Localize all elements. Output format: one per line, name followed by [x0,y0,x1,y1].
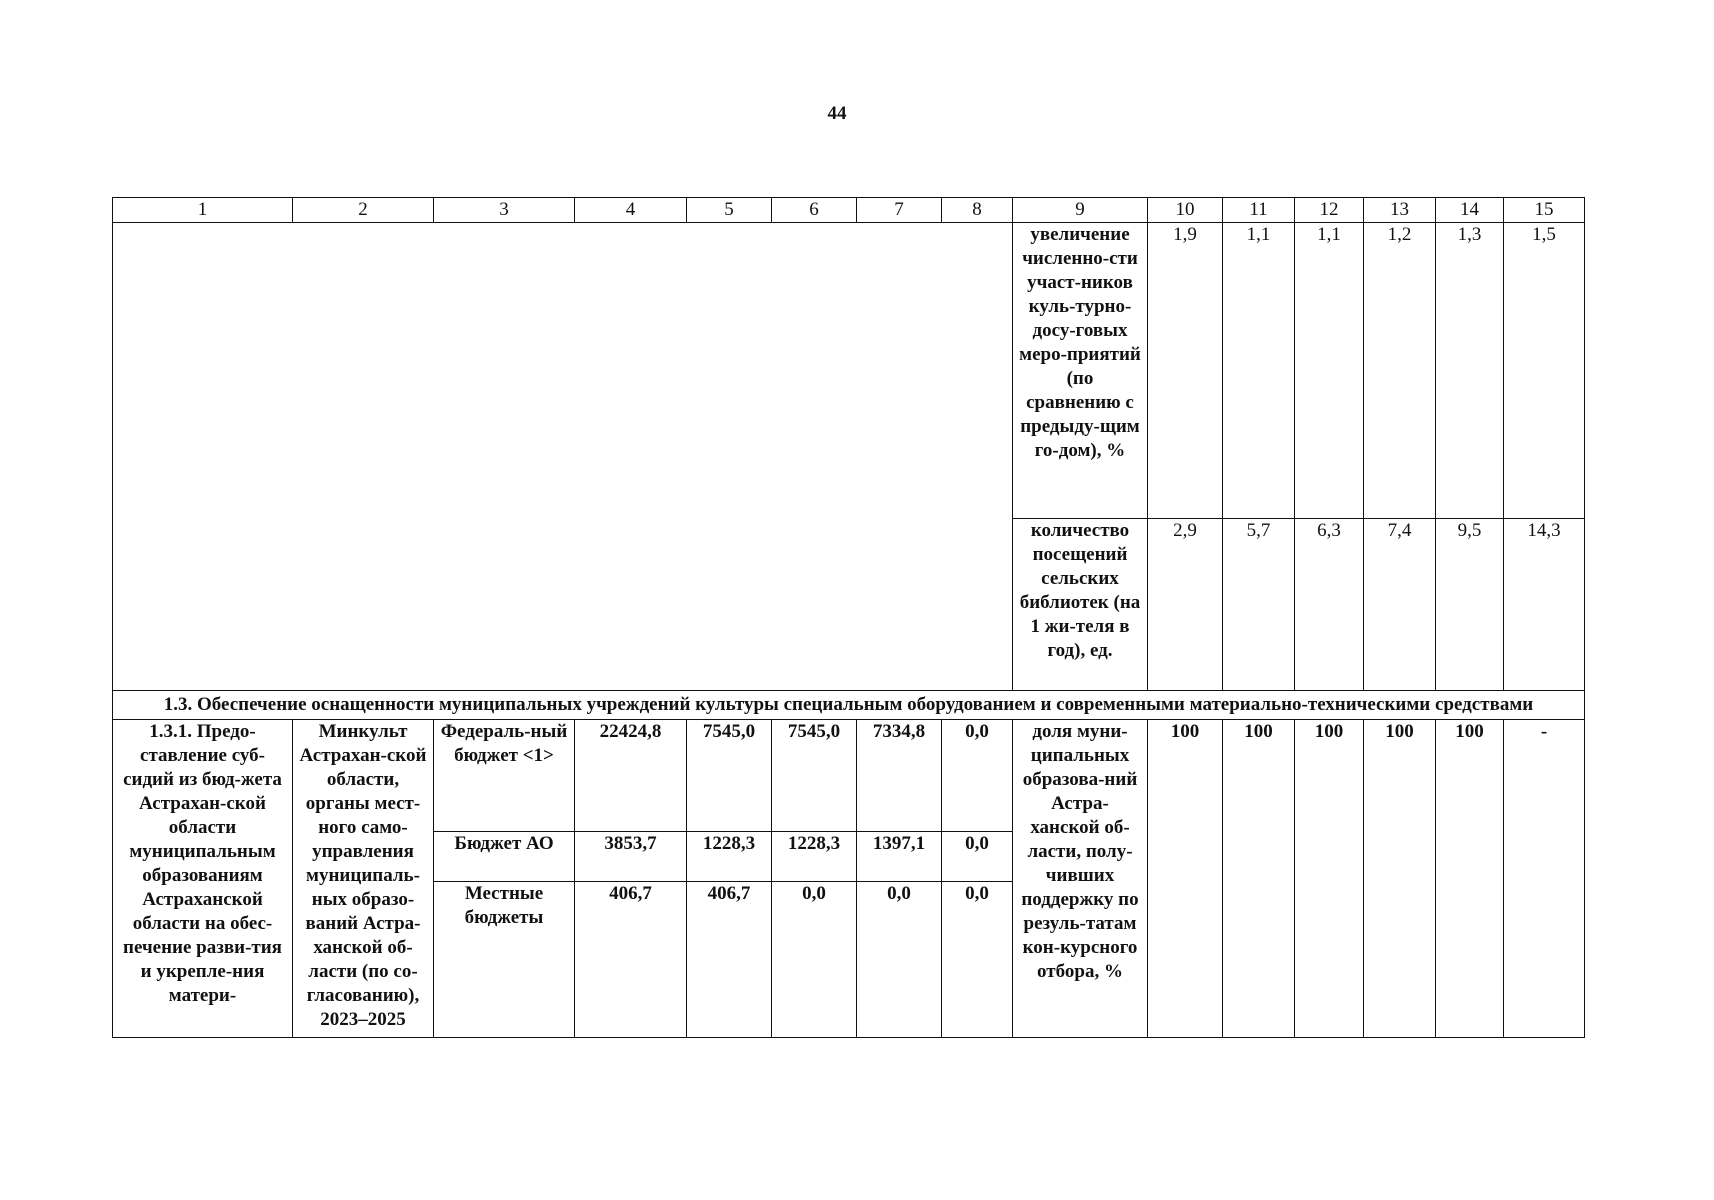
col-header-3: 3 [434,198,575,223]
value-cell: 1,1 [1223,223,1295,519]
value-cell: 14,3 [1504,519,1585,691]
col-header-12: 12 [1295,198,1364,223]
col-header-14: 14 [1436,198,1504,223]
funding-value-cell: 3853,7 [575,832,687,882]
funding-value-cell: 0,0 [942,832,1013,882]
value-cell: 1,5 [1504,223,1585,519]
col-header-7: 7 [857,198,942,223]
value-cell: 100 [1223,720,1295,1038]
value-cell: 9,5 [1436,519,1504,691]
value-cell: 100 [1364,720,1436,1038]
col-header-13: 13 [1364,198,1436,223]
col-header-5: 5 [687,198,772,223]
funding-source-cell: Федераль-ный бюджет <1> [434,720,575,832]
funding-value-cell: 406,7 [575,882,687,1038]
col-header-10: 10 [1148,198,1223,223]
page-number: 44 [827,103,847,124]
column-header-row [113,198,1585,223]
col-header-4: 4 [575,198,687,223]
funding-value-cell: 0,0 [772,882,857,1038]
funding-value-cell: 1228,3 [772,832,857,882]
col-header-9: 9 [1013,198,1148,223]
measure-name-cell: 1.3.1. Предо-ставление суб-сидий из бюд-жета Астрахан-ской области муниципальным образованиям Астраханской области на обес-печение разви-тия и укрепле-ния матери- [113,720,293,1038]
funding-value-cell: 406,7 [687,882,772,1038]
funding-value-cell: 7545,0 [772,720,857,832]
empty-merged-cell [113,223,1013,691]
value-cell: 100 [1295,720,1364,1038]
value-cell: - [1504,720,1585,1038]
indicator-cell: увеличение численно-сти участ-ников куль-турно-досу-говых меро-приятий (по сравнению с предыду-щим го-дом), % [1013,223,1148,519]
funding-value-cell: 0,0 [942,882,1013,1038]
col-header-1: 1 [113,198,293,223]
funding-value-cell: 22424,8 [575,720,687,832]
funding-value-cell: 1228,3 [687,832,772,882]
value-cell: 100 [1436,720,1504,1038]
funding-value-cell: 7334,8 [857,720,942,832]
col-header-8: 8 [942,198,1013,223]
funding-value-cell: 7545,0 [687,720,772,832]
table-row [113,720,1585,832]
funding-value-cell: 0,0 [942,720,1013,832]
col-header-11: 11 [1223,198,1295,223]
value-cell: 1,3 [1436,223,1504,519]
executor-cell: Минкульт Астрахан-ской области, органы мест-ного само-управления муниципаль-ных образо-ваний Астра-ханской об-ласти (по со-гласованию), 2023–2025 [293,720,434,1038]
col-header-6: 6 [772,198,857,223]
value-cell: 1,2 [1364,223,1436,519]
section-title-row [113,691,1585,720]
funding-source-cell: Бюджет АО [434,832,575,882]
value-cell: 1,1 [1295,223,1364,519]
indicator-cell: доля муни-ципальных образова-ний Астра-ханской об-ласти, полу-чивших поддержку по резуль-татам кон-курсного отбора, % [1013,720,1148,1038]
value-cell: 5,7 [1223,519,1295,691]
value-cell: 7,4 [1364,519,1436,691]
funding-source-cell: Местные бюджеты [434,882,575,1038]
funding-value-cell: 1397,1 [857,832,942,882]
value-cell: 1,9 [1148,223,1223,519]
funding-value-cell: 0,0 [857,882,942,1038]
col-header-15: 15 [1504,198,1585,223]
table-row [113,223,1585,519]
col-header-2: 2 [293,198,434,223]
indicator-cell: количество посещений сельских библиотек (на 1 жи-теля в год), ед. [1013,519,1148,691]
section-title: 1.3. Обеспечение оснащенности муниципальных учреждений культуры специальным оборудованием и современными материально-техническими средствами [113,691,1585,720]
budget-table [112,197,1585,1038]
value-cell: 100 [1148,720,1223,1038]
value-cell: 6,3 [1295,519,1364,691]
value-cell: 2,9 [1148,519,1223,691]
